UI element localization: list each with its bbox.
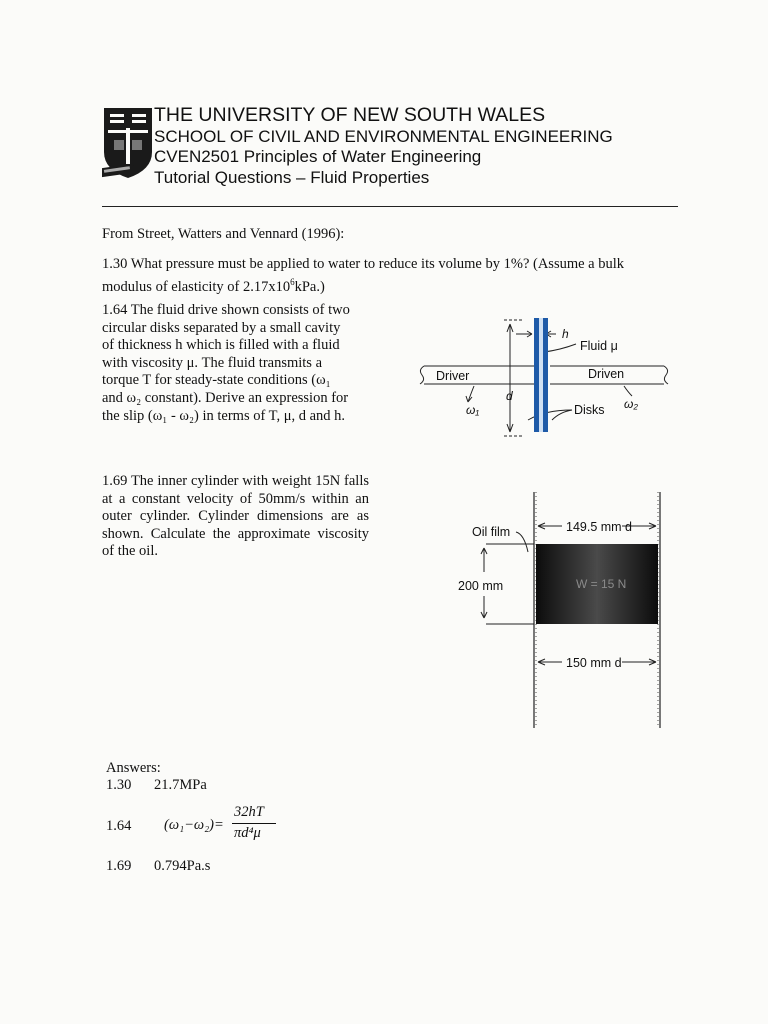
- label-weight: W = 15 N: [576, 577, 627, 591]
- fraction-bar: [232, 823, 276, 824]
- question-number: 1.69: [102, 473, 128, 489]
- question-text: the slip (ω₁ - ω₂) in terms of T, μ, d and h.: [102, 407, 346, 424]
- header-divider: [102, 206, 678, 207]
- label-driven: Driven: [588, 367, 625, 381]
- question-text: What pressure must be applied to water to reduce its volume by 1%? (Assume a bulk: [130, 256, 625, 272]
- formula-numerator: 32hT: [234, 804, 264, 820]
- question-1-69: [102, 473, 369, 561]
- question-text: approximate viscosity of the oil.: [102, 525, 369, 560]
- question-text: The inner cylinder with weight 15N: [130, 473, 341, 489]
- question-text: torque T for steady-state conditions (ω₁: [102, 372, 331, 389]
- school-name: SCHOOL OF CIVIL AND ENVIRONMENTAL ENGINEERING: [154, 127, 613, 146]
- answer-1-30-value: 21.7MPa: [154, 777, 207, 793]
- question-1-64: [102, 302, 370, 425]
- label-disks: Disks: [574, 403, 605, 417]
- answer-1-64-number: 1.64: [106, 818, 132, 834]
- fluid-drive-diagram: [410, 312, 680, 452]
- label-inner-diameter: 150 mm d: [566, 656, 622, 670]
- formula-lhs: (ω₁−ω₂)=: [164, 817, 224, 833]
- question-text: falls at a constant velocity of 50mm/s: [102, 473, 369, 507]
- answers-heading: Answers:: [106, 760, 161, 776]
- label-oil-film: Oil film: [472, 525, 511, 539]
- label-driver: Driver: [436, 369, 470, 383]
- question-number: 1.30: [102, 256, 128, 272]
- label-omega2: ω₂: [624, 397, 638, 411]
- question-text: of thickness h which is filled with a fluid: [102, 337, 340, 354]
- question-text: modulus of elasticity of 2.17x10: [102, 278, 291, 295]
- university-name: THE UNIVERSITY OF NEW SOUTH WALES: [154, 104, 546, 126]
- answer-1-69-value: 0.794Pa.s: [154, 858, 211, 874]
- source-reference: From Street, Watters and Vennard (1996):: [102, 226, 345, 242]
- question-text: dimensions are as shown. Calculate the: [102, 508, 369, 542]
- question-text: The fluid drive shown consists of two: [130, 302, 350, 318]
- label-omega1: ω₁: [466, 403, 480, 417]
- question-text: kPa.): [294, 278, 325, 295]
- formula-denominator: πd⁴μ: [234, 825, 261, 841]
- answer-1-69-number: 1.69: [106, 858, 132, 874]
- question-text: with viscosity μ. The fluid transmits a: [102, 354, 323, 371]
- answer-1-30-number: 1.30: [106, 777, 132, 793]
- label-h: h: [562, 327, 569, 341]
- label-height: 200 mm: [458, 579, 504, 593]
- label-outer-diameter: 149.5 mm d: [566, 520, 633, 534]
- question-text: and ω₂ constant). Derive an expression for: [102, 389, 349, 406]
- cylinder-diagram: [450, 490, 670, 740]
- question-1-30: [102, 256, 682, 296]
- label-d: d: [506, 389, 513, 403]
- label-fluid: Fluid μ: [580, 339, 618, 353]
- question-text: circular disks separated by a small cavity: [102, 319, 341, 336]
- unsw-crest-logo: [102, 106, 154, 180]
- question-number: 1.64: [102, 302, 128, 318]
- page-subtitle: Tutorial Questions – Fluid Properties: [154, 168, 430, 187]
- course-title: CVEN2501 Principles of Water Engineering: [154, 147, 482, 166]
- question-text: within an outer cylinder. Cylinder: [102, 490, 369, 525]
- superscript: 6: [290, 276, 295, 287]
